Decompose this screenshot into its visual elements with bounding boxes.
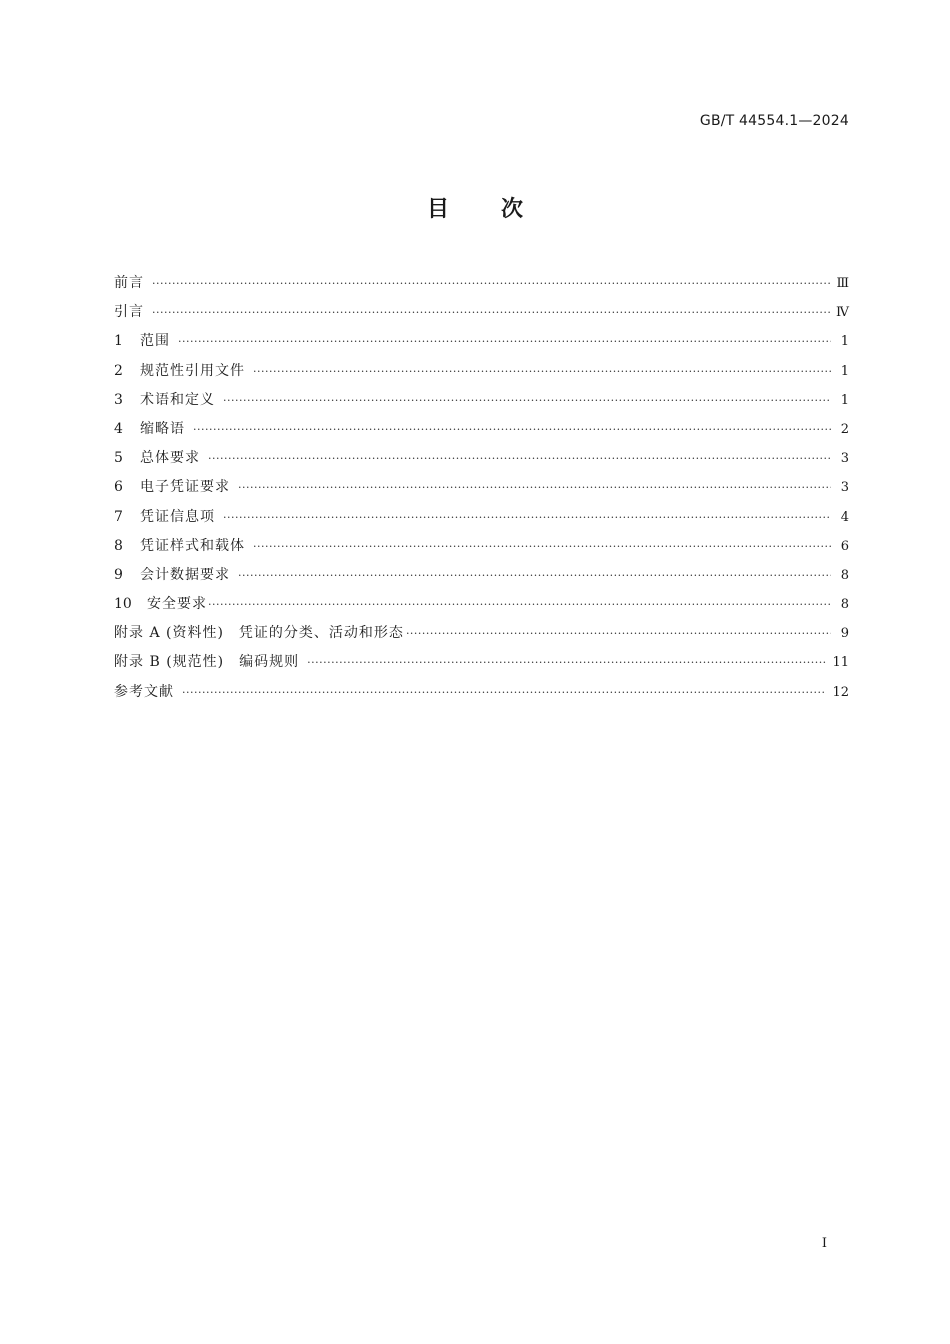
toc-label: 前言 <box>114 275 144 291</box>
page-title <box>0 192 950 223</box>
toc-page-number: 1 <box>840 363 849 379</box>
leader-dots <box>152 306 830 319</box>
toc-number: 10 <box>114 596 132 613</box>
toc-entry-9[interactable] <box>114 564 849 593</box>
toc-number: 7 <box>114 508 123 525</box>
toc-page-number: 12 <box>832 684 849 700</box>
leader-dots <box>238 481 831 494</box>
toc-page-number: 3 <box>840 451 849 467</box>
leader-dots <box>253 540 831 553</box>
toc-number: 2 <box>114 362 123 379</box>
leader-dots <box>307 656 826 669</box>
toc-entry-1[interactable] <box>114 330 849 359</box>
toc-number: 8 <box>114 537 123 554</box>
toc-label: 会计数据要求 <box>140 566 230 583</box>
leader-dots <box>238 569 831 582</box>
toc-number: 3 <box>114 391 123 408</box>
standard-code: GB/T 44554.1—2024 <box>699 113 849 129</box>
toc-label: 凭证信息项 <box>140 508 215 525</box>
toc-page-number: Ⅲ <box>836 276 849 291</box>
toc-label: 凭证样式和载体 <box>140 537 245 554</box>
toc-label: 参考文献 <box>114 683 174 700</box>
leader-dots <box>223 511 831 524</box>
toc-entry-6[interactable] <box>114 476 849 505</box>
toc-number: 6 <box>114 479 123 496</box>
toc-page-number: 9 <box>840 626 849 642</box>
toc-number: 5 <box>114 450 123 467</box>
toc-label: 安全要求 <box>147 596 207 613</box>
toc-page-number: 3 <box>840 480 849 496</box>
leader-dots <box>253 365 831 378</box>
toc-entry-appendix-a[interactable] <box>114 622 849 651</box>
toc-entry-3[interactable] <box>114 389 849 418</box>
toc-number: 4 <box>114 420 123 437</box>
toc-page-number: 6 <box>840 538 849 554</box>
toc-page-number: 11 <box>832 655 849 671</box>
toc-entry-foreword[interactable] <box>114 272 849 301</box>
toc-label: 范围 <box>140 333 170 350</box>
toc-label: 电子凭证要求 <box>140 479 230 496</box>
toc-number: 1 <box>114 333 123 350</box>
toc-page-number: 4 <box>840 509 849 525</box>
table-of-contents <box>114 272 849 710</box>
toc-entry-introduction[interactable] <box>114 301 849 330</box>
toc-entry-10[interactable] <box>114 593 849 622</box>
toc-label: 附录 B (规范性) 编码规则 <box>114 654 300 671</box>
toc-label: 总体要求 <box>140 450 200 467</box>
toc-number: 9 <box>114 566 123 583</box>
leader-dots <box>223 394 831 407</box>
toc-label: 规范性引用文件 <box>140 362 245 379</box>
leader-dots <box>208 452 831 465</box>
toc-page-number: 1 <box>840 334 849 350</box>
toc-entry-appendix-b[interactable] <box>114 651 849 680</box>
leader-dots <box>208 598 831 611</box>
toc-page-number: 1 <box>840 392 849 408</box>
toc-label: 缩略语 <box>140 420 185 437</box>
title-char-2: 次 <box>501 197 524 222</box>
leader-dots <box>178 335 831 348</box>
toc-label: 术语和定义 <box>140 391 215 408</box>
leader-dots <box>193 423 831 436</box>
page-number: I <box>821 1236 827 1251</box>
toc-label: 引言 <box>114 304 144 321</box>
leader-dots <box>406 627 831 640</box>
title-char-1: 目 <box>426 197 449 222</box>
toc-entry-2[interactable] <box>114 360 849 389</box>
toc-page-number: 8 <box>840 597 849 613</box>
toc-page-number: Ⅳ <box>836 305 849 321</box>
toc-entry-8[interactable] <box>114 535 849 564</box>
leader-dots <box>182 686 826 699</box>
toc-label: 附录 A (资料性) 凭证的分类、活动和形态 <box>114 625 404 642</box>
toc-entry-bibliography[interactable] <box>114 681 849 710</box>
leader-dots <box>152 277 830 290</box>
toc-entry-7[interactable] <box>114 506 849 535</box>
toc-entry-5[interactable] <box>114 447 849 476</box>
toc-page-number: 2 <box>840 421 849 437</box>
toc-entry-4[interactable] <box>114 418 849 447</box>
toc-page-number: 8 <box>840 567 849 583</box>
